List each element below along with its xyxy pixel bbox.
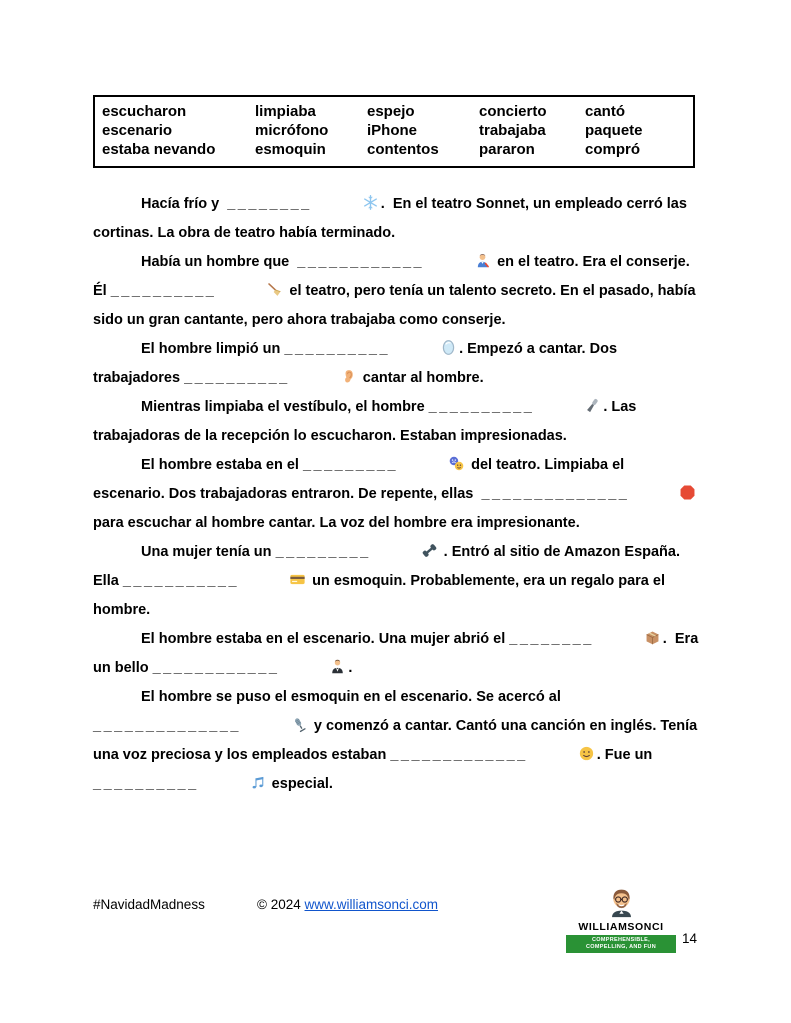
- text-run: cantar al hombre.: [358, 370, 484, 386]
- text-run: el teatro, pero tenía un talento secreto. En el pasado, había sido un gran cantante, pero ahora trabajaba como conserje.: [93, 283, 700, 328]
- fill-in-blank: ___________: [122, 573, 240, 589]
- telephone-receiver-icon: [371, 538, 440, 567]
- word-bank-word: pararon: [479, 141, 535, 158]
- word-bank-word: iPhone: [367, 122, 418, 139]
- text-run: Mientras limpiaba el vestíbulo, el hombre: [141, 399, 429, 415]
- word-bank-word: compró: [585, 141, 641, 158]
- performing-arts-icon: [398, 451, 467, 480]
- broom-icon: [216, 277, 285, 306]
- fill-in-blank: ________: [509, 631, 594, 647]
- paragraph: [93, 190, 699, 248]
- text-run: El hombre limpió un: [141, 341, 285, 357]
- word-bank-word: trabajaba: [479, 122, 546, 139]
- fill-in-blank: ____________: [152, 660, 280, 676]
- word-bank-word: estaba nevando: [102, 141, 216, 158]
- fill-in-blank: __________: [110, 283, 217, 299]
- copyright-text: © 2024: [257, 897, 301, 912]
- text-run: El hombre estaba en el escenario. Una mujer abrió el: [141, 631, 510, 647]
- text-run: del teatro. Limpiaba el escenario. Dos trabajadoras entraron. De repente, ellas: [93, 457, 629, 502]
- text-run: en el teatro. Era el conserje. Él: [93, 254, 694, 299]
- footer-hashtag: #NavidadMadness: [93, 897, 205, 912]
- fill-in-blank: ______________: [481, 486, 630, 502]
- brand-tagline-line2: COMPELLING, AND FUN: [586, 944, 656, 950]
- word-bank-word: esmoquin: [255, 141, 326, 158]
- paragraph: [93, 248, 699, 335]
- text-run: El hombre estaba en el: [141, 457, 303, 473]
- person-tuxedo-icon: [279, 654, 348, 683]
- text-run: .: [348, 660, 353, 676]
- paragraph: [93, 538, 699, 625]
- snowflake-icon: [312, 190, 381, 219]
- brand-name: WILLIAMSONCI: [578, 921, 664, 933]
- factory-worker-icon: [424, 248, 493, 277]
- paragraph: [93, 451, 703, 538]
- text-run: Hacía frío y: [141, 196, 228, 212]
- stop-sign-icon: [629, 480, 698, 509]
- word-bank-grid: [102, 102, 686, 159]
- text-run: especial.: [267, 776, 333, 792]
- text-run: un esmoquin. Probablemente, era un regalo para el hombre.: [93, 573, 670, 618]
- text-run: . Las trabajadoras de la recepción lo escucharon. Estaban impresionadas.: [93, 399, 641, 444]
- smile-icon: [528, 741, 597, 770]
- text-run: y comenzó a cantar. Cantó una canción en inglés. Tenía una voz preciosa y los empleados estaban: [93, 718, 702, 763]
- text-run: . Fue un: [596, 747, 657, 763]
- fill-in-blank: __________: [428, 399, 535, 415]
- brand-logo: [566, 886, 676, 953]
- text-run: para escuchar al hombre cantar. La voz del hombre era impresionante.: [93, 486, 703, 531]
- fill-in-blank: _____________: [390, 747, 528, 763]
- text-run: . Empezó a cantar. Dos trabajadores: [93, 341, 622, 386]
- word-bank: [93, 95, 695, 168]
- brand-tagline-line1: COMPREHENSIBLE,: [592, 937, 650, 943]
- studio-microphone-icon: [241, 712, 310, 741]
- fill-in-blank: ____________: [297, 254, 425, 270]
- fill-in-blank: _________: [302, 457, 399, 473]
- brand-tagline: [566, 935, 676, 953]
- text-run: Había un hombre que: [141, 254, 298, 270]
- page-number: 14: [682, 931, 698, 946]
- footer-link[interactable]: www.williamsonci.com: [304, 897, 439, 912]
- fill-in-blank: __________: [284, 341, 391, 357]
- word-bank-word: micrófono: [255, 122, 329, 139]
- paragraph: [93, 625, 703, 683]
- word-bank-word: paquete: [585, 122, 643, 139]
- word-bank-word: contentos: [367, 141, 439, 158]
- fill-in-blank: __________: [184, 370, 290, 386]
- word-bank-word: escucharon: [102, 103, 187, 120]
- musical-notes-icon: [199, 770, 268, 799]
- fill-in-blank: ______________: [93, 718, 241, 734]
- word-bank-word: espejo: [367, 103, 415, 120]
- ear-icon: [290, 364, 359, 393]
- word-bank-word: limpiaba: [255, 103, 316, 120]
- word-bank-word: cantó: [585, 103, 626, 120]
- avatar-icon: [566, 886, 676, 924]
- footer-copyright: [257, 897, 438, 912]
- credit-card-icon: [239, 567, 308, 596]
- paragraph: [93, 683, 702, 799]
- fill-in-blank: ________: [227, 196, 312, 212]
- story: [93, 190, 703, 799]
- microphone-icon: [534, 393, 603, 422]
- text-run: . En el teatro Sonnet, un empleado cerró las cortinas. La obra de teatro había terminado.: [93, 196, 691, 241]
- word-bank-word: concierto: [479, 103, 547, 120]
- text-run: Una mujer tenía un: [141, 544, 276, 560]
- text-run: El hombre se puso el esmoquin en el escenario. Se acercó al: [141, 689, 565, 705]
- package-icon: [594, 625, 663, 654]
- fill-in-blank: _________: [275, 544, 371, 560]
- word-bank-word: escenario: [102, 122, 173, 139]
- paragraph: [93, 335, 699, 393]
- mirror-icon: [390, 335, 459, 364]
- text-run: . Entró al sitio de Amazon España. Ella: [93, 544, 685, 589]
- text-run: . Era un bello: [93, 631, 703, 676]
- fill-in-blank: __________: [93, 776, 199, 792]
- paragraph: [93, 393, 699, 451]
